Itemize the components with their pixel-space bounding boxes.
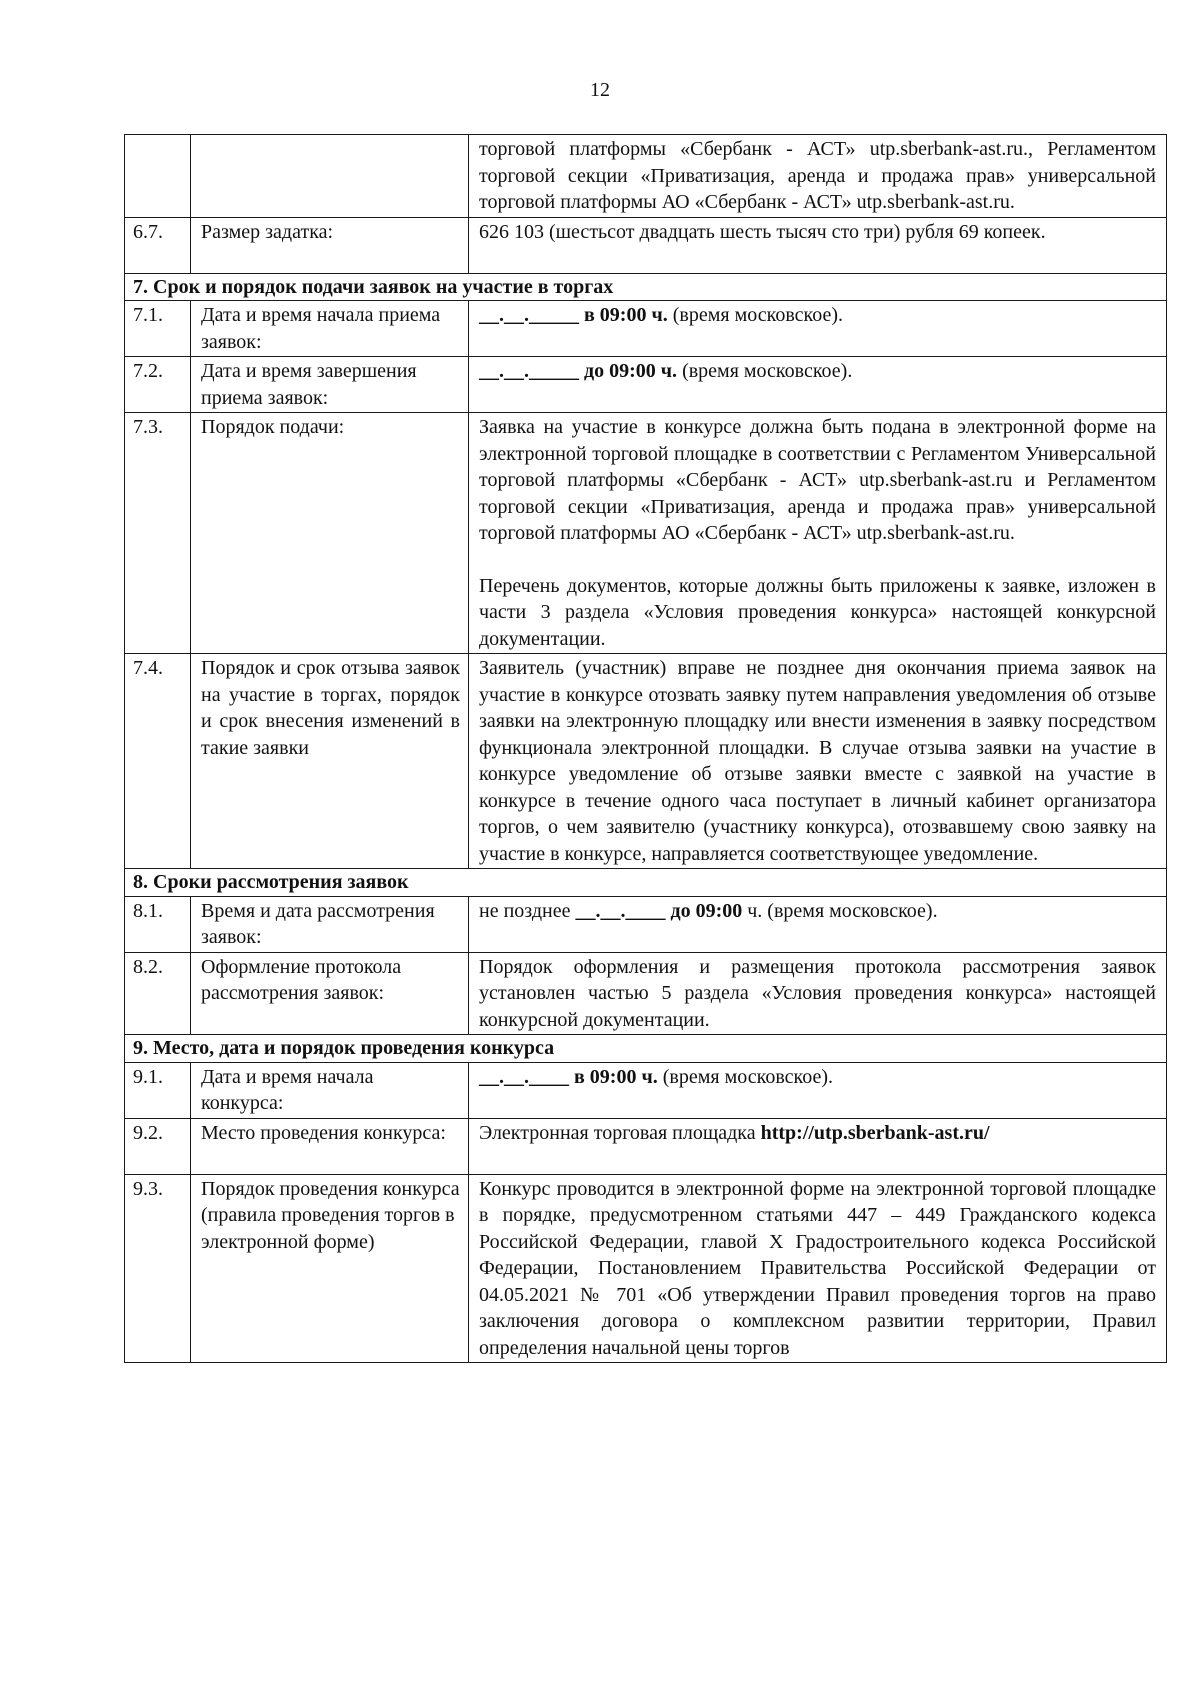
row-label: Порядок подачи: bbox=[191, 413, 469, 654]
row-number: 8.2. bbox=[125, 952, 191, 1035]
date-blank: __.__.____ bbox=[479, 1065, 569, 1088]
row-label: Оформление протокола рассмотрения заявок: bbox=[191, 952, 469, 1035]
row-value: Конкурс проводится в электронной форме на электронной торговой площадке в порядке, предусмотренном статьями 447 – 449 Гражданского кодекса Российской Федерации, главой X Градостроительного кодекса Российской Федерации, Постановлением Правительства Российской Федерации от 04.05.2021 № 701 «Об утверждении Правил проведения торгов на право заключения договора о комплексном развитии территории, Правил определения начальной цены торгов bbox=[469, 1174, 1167, 1363]
row-value bbox=[469, 1062, 1167, 1118]
table-row bbox=[125, 217, 1167, 273]
table-row bbox=[125, 1174, 1167, 1363]
row-label: Время и дата рассмотрения заявок: bbox=[191, 896, 469, 952]
row-value: 626 103 (шестьсот двадцать шесть тысяч сто три) рубля 69 копеек. bbox=[469, 217, 1167, 273]
date-blank: __.__.____ bbox=[575, 899, 666, 922]
row-value: Порядок оформления и размещения протокола рассмотрения заявок установлен частью 5 раздела «Условия проведения конкурса» настоящей конкурсной документации. bbox=[469, 952, 1167, 1035]
row-label: Порядок и срок отзыва заявок на участие в торгах, порядок и срок внесения изменений в такие заявки bbox=[191, 654, 469, 869]
row-number-cell bbox=[125, 135, 191, 218]
time-text: до 09:00 bbox=[665, 899, 743, 922]
timezone-text: (время московское). bbox=[657, 1065, 834, 1088]
table-row bbox=[125, 1062, 1167, 1118]
time-text: в 09:00 ч. bbox=[579, 304, 668, 326]
row-label: Размер задатка: bbox=[191, 217, 469, 273]
row-value bbox=[469, 896, 1167, 952]
row-number: 7.4. bbox=[125, 654, 191, 869]
table-row bbox=[125, 896, 1167, 952]
time-text: до 09:00 ч. bbox=[579, 360, 678, 382]
row-value bbox=[469, 1118, 1167, 1174]
section-heading: 7. Срок и порядок подачи заявок на участие в торгах bbox=[125, 273, 1167, 301]
timezone-text: ч. (время московское). bbox=[742, 899, 938, 922]
platform-link[interactable]: http://utp.sberbank-ast.ru/ bbox=[760, 1121, 990, 1144]
section-heading: 8. Сроки рассмотрения заявок bbox=[125, 869, 1167, 897]
table-row bbox=[125, 413, 1167, 654]
row-number: 9.3. bbox=[125, 1174, 191, 1363]
timezone-text: (время московское). bbox=[667, 304, 844, 326]
row-number: 7.2. bbox=[125, 357, 191, 413]
page-number: 12 bbox=[590, 79, 610, 101]
table-row bbox=[125, 357, 1167, 413]
row-value bbox=[469, 301, 1167, 357]
section-heading: 9. Место, дата и порядок проведения конкурса bbox=[125, 1035, 1167, 1063]
row-value bbox=[469, 413, 1167, 654]
row-number: 8.1. bbox=[125, 896, 191, 952]
paragraph: Перечень документов, которые должны быть приложены к заявке, изложен в части 3 раздела «Условия проведения конкурса» настоящей конкурсной документации. bbox=[479, 574, 1156, 650]
row-number: 9.2. bbox=[125, 1118, 191, 1174]
row-label: Порядок проведения конкурса (правила проведения торгов в электронной форме) bbox=[191, 1174, 469, 1363]
table-row bbox=[125, 654, 1167, 869]
date-blank: __.__._____ bbox=[479, 304, 579, 326]
table-row bbox=[125, 301, 1167, 357]
row-number: 6.7. bbox=[125, 217, 191, 273]
row-value: Заявитель (участник) вправе не позднее дня окончания приема заявок на участие в конкурсе отозвать заявку путем направления уведомления об отзыве заявки на электронную площадку или внести изменения в заявку посредством функционала электронной площадки. В случае отзыва заявки на участие в конкурсе уведомление об отзыве заявки вместе с заявкой на участие в конкурсе в течение одного часа поступает в личный кабинет организатора торгов, о чем заявителю (участнику конкурса), отозвавшему свою заявку на участие в конкурсе, направляется соответствующее уведомление. bbox=[469, 654, 1167, 869]
conditions-table bbox=[124, 134, 1167, 1363]
time-text: в 09:00 ч. bbox=[569, 1065, 658, 1088]
prefix-text: Электронная торговая площадка bbox=[479, 1121, 761, 1144]
row-number: 7.3. bbox=[125, 413, 191, 654]
section-heading-row bbox=[125, 273, 1167, 301]
row-label: Место проведения конкурса: bbox=[191, 1118, 469, 1174]
table-row bbox=[125, 135, 1167, 218]
row-label: Дата и время начала конкурса: bbox=[191, 1062, 469, 1118]
date-blank: __.__._____ bbox=[479, 360, 579, 382]
prefix-text: не позднее bbox=[479, 899, 576, 922]
row-label: Дата и время завершения приема заявок: bbox=[191, 357, 469, 413]
row-label: Дата и время начала приема заявок: bbox=[191, 301, 469, 357]
section-heading-row bbox=[125, 869, 1167, 897]
section-heading-row bbox=[125, 1035, 1167, 1063]
row-number: 9.1. bbox=[125, 1062, 191, 1118]
row-number: 7.1. bbox=[125, 301, 191, 357]
row-value bbox=[469, 357, 1167, 413]
row-label-cell bbox=[191, 135, 469, 218]
paragraph: Заявка на участие в конкурсе должна быть подана в электронной форме на электронной торговой площадке в соответствии с Регламентом Универсальной торговой платформы «Сбербанк - АСТ» utp.sberbank-ast.ru и Регламентом торговой секции «Приватизация, аренда и продажа прав» универсальной торговой платформы АО «Сбербанк - АСТ» utp.sberbank-ast.ru. bbox=[479, 416, 1156, 544]
timezone-text: (время московское). bbox=[677, 360, 853, 382]
table-row bbox=[125, 952, 1167, 1035]
row-value-cell: торговой платформы «Сбербанк - АСТ» utp.sberbank-ast.ru., Регламентом торговой секции «Приватизация, аренда и продажа прав» универсальной торговой платформы АО «Сбербанк - АСТ» utp.sberbank-ast.ru. bbox=[469, 135, 1167, 218]
table-row bbox=[125, 1118, 1167, 1174]
